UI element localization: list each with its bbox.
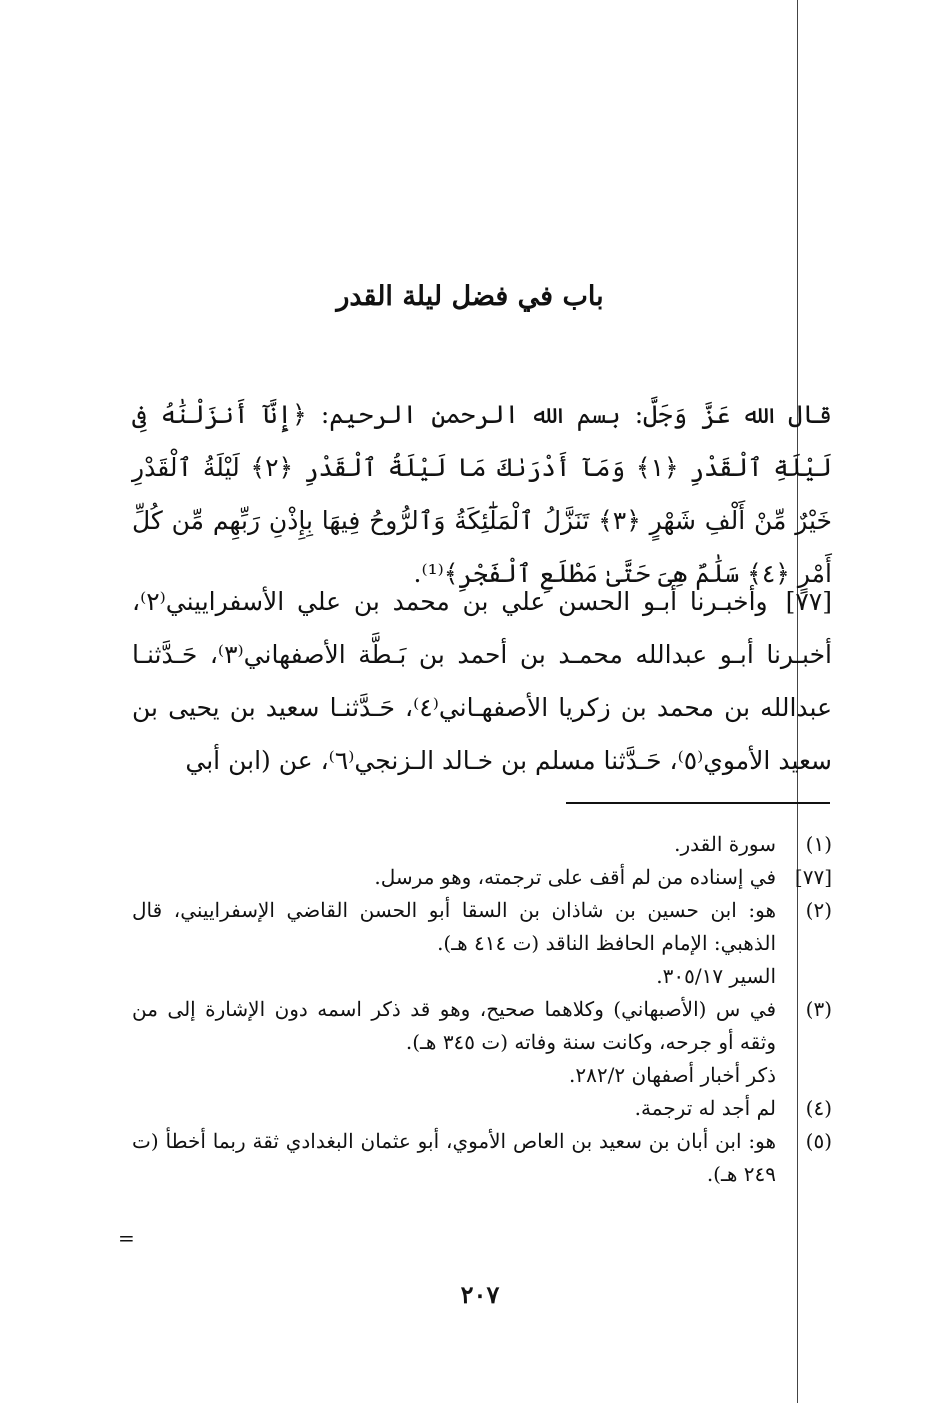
footnotes <box>132 828 832 1191</box>
footnote-line: سورة القدر. <box>674 832 776 856</box>
footnote-4 <box>132 1092 832 1125</box>
footnote-3 <box>132 993 832 1092</box>
footnote-2 <box>132 894 832 993</box>
footnote-body <box>132 1125 776 1191</box>
footnote-77 <box>132 861 832 894</box>
narration-paragraph <box>132 575 832 787</box>
footnote-5 <box>132 1125 832 1191</box>
narration-text: وأخبـرنا أبـو الحسن علي بن محمد بن علي الأسفراييني⁽٢⁾، أخبـرنا أبـو عبدالله محمـد بن أحمد بن بَـطَّة الأصفهاني⁽٣⁾، حَـدَّثنـا عبدالله بن محمد بن زكريا الأصفهـاني⁽٤⁾، حَـدَّثنـا سعيد بن يحيى بن سعيد الأموي⁽٥⁾، حَـدَّثنا مسلم بن خـالد الـزنجي⁽٦⁾، عن (ابن أبي <box>132 587 833 775</box>
footnote-number: [٧٧] <box>794 865 832 889</box>
narration-ref-number: [٧٧] <box>785 587 832 616</box>
footnote-body <box>132 894 776 993</box>
footnote-line: في س (الأصبهاني) وكلاهما صحيح، وهو قد ذكر اسمه دون الإشارة إلى من وثقه أو جرحه، وكانت سنة وفاته (ت ٣٤٥ هـ). <box>132 997 776 1054</box>
footnote-line: ذكر أخبار أصفهان ٢٨٢/٢. <box>569 1063 776 1087</box>
page-number: ٢٠٧ <box>460 1280 500 1309</box>
footnote-number: (٤) <box>805 1096 832 1120</box>
footnote-body <box>132 993 776 1092</box>
footnote-1 <box>132 828 832 861</box>
chapter-title: باب في فضل ليلة القدر <box>336 281 604 312</box>
footnote-number: (٥) <box>805 1129 832 1153</box>
footnote-line: لم أجد له ترجمة. <box>634 1096 776 1120</box>
footnote-body <box>132 828 776 861</box>
footnote-body <box>132 861 776 894</box>
footnote-number: (٣) <box>805 997 832 1021</box>
quran-verses: قال الله عَزَّ وَجَلَّ: بسم الله الرحمن الرحيم: ﴿إِنَّآ أَنزَلْنَٰهُ فِى لَيْلَةِ ٱلْقَدْرِ ﴿١﴾ وَمَآ أَدْرَىٰكَ مَا لَيْلَةُ ٱلْقَدْرِ ﴿٢﴾ لَيْلَةُ ٱلْقَدْرِ خَيْرٌ مِّنْ أَلْفِ شَهْرٍ ﴿٣﴾ تَنَزَّلُ ٱلْمَلَٰٓئِكَةُ وَٱلرُّوحُ فِيهَا بِإِذْنِ رَبِّهِم مِّن كُلِّ أَمْرٍ ﴿٤﴾ سَلَٰمٌ هِىَ حَتَّىٰ مَطْلَعِ ٱلْفَجْرِ﴾⁽¹⁾. <box>132 400 832 588</box>
continuation-mark: = <box>118 1226 135 1250</box>
footnote-separator <box>566 802 830 804</box>
footnote-line: في إسناده من لم أقف على ترجمته، وهو مرسل. <box>374 865 776 889</box>
footnote-line: هو: ابن أبان بن سعيد بن العاص الأموي، أبو عثمان البغدادي ثقة ربما أخطأ (ت ٢٤٩ هـ). <box>132 1129 776 1186</box>
footnote-body <box>132 1092 776 1125</box>
footnote-number: (١) <box>805 832 832 856</box>
footnote-number: (٢) <box>805 898 832 922</box>
footnote-line: السير ٣٠٥/١٧. <box>656 964 776 988</box>
footnote-line: هو: ابن حسين بن شاذان بن السقا أبو الحسن القاضي الإسفراييني، قال الذهبي: الإمام الحافظ الناقد (ت ٤١٤ هـ). <box>132 898 776 955</box>
